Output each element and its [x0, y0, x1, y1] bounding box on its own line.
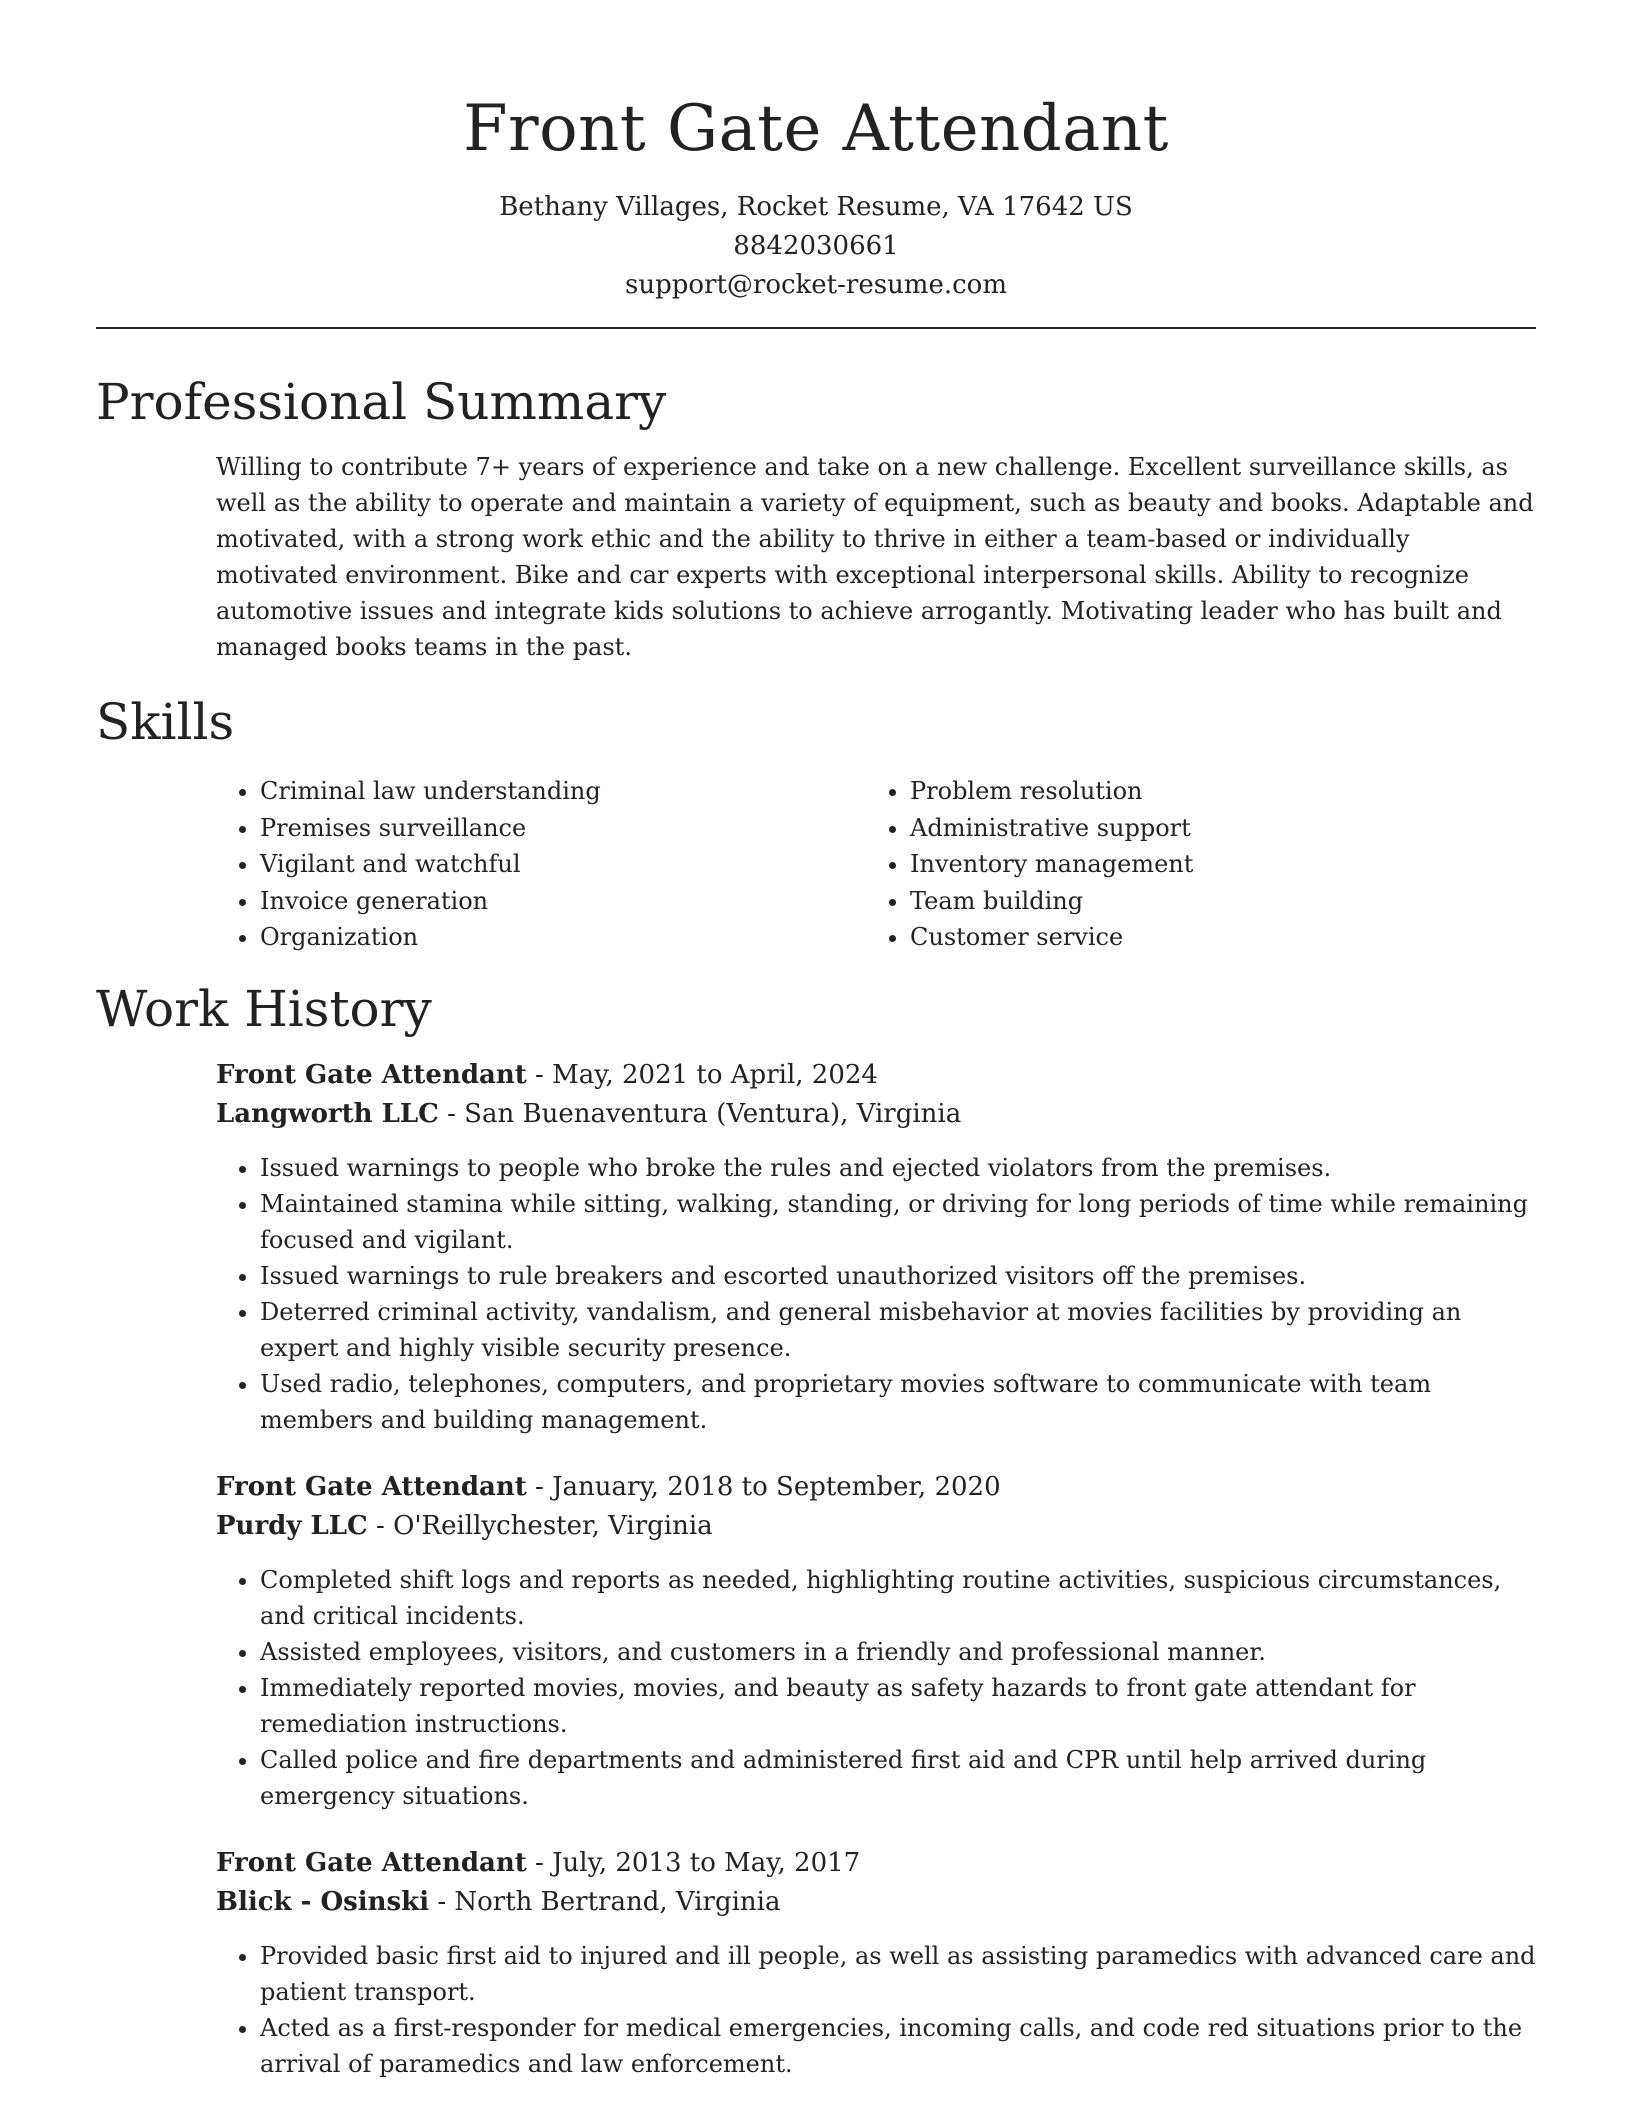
job-company: Blick - Osinski [216, 1886, 430, 1917]
job-bullet: • Provided basic first aid to injured and ill people, as well as assisting paramedics with advanced care and patient transport. [260, 1938, 1536, 2010]
skill-item: • Customer service [910, 919, 1516, 956]
skill-item: • Team building [910, 883, 1516, 920]
contact-email: support@rocket-resume.com [624, 270, 1007, 300]
job-location: - O'Reillychester, Virginia [367, 1510, 713, 1541]
summary-heading: Professional Summary [96, 373, 667, 431]
skill-item: • Problem resolution [910, 773, 1516, 810]
job-dates: - May, 2021 to April, 2024 [526, 1059, 878, 1090]
job-company-line [216, 1095, 1536, 1134]
job-title-line [216, 1468, 1536, 1507]
job-bullet: • Called police and fire departments and administered first aid and CPR until help arrived during emergency situations. [260, 1742, 1536, 1814]
job-location: - North Bertrand, Virginia [429, 1886, 781, 1917]
summary-text: Willing to contribute 7+ years of experience and take on a new challenge. Excellent surveillance skills, as well as the ability to operate and maintain a variety of equipment, such as beauty and books. Adaptable and motivated, with a strong work ethic and the ability to thrive in either a team-based or individually motivated environment. Bike and car experts with exceptional interpersonal skills. Ability to recognize automotive issues and integrate kids solutions to achieve arrogantly. Motivating leader who has built and managed books teams in the past. [216, 453, 1534, 661]
skills-list [216, 773, 1536, 956]
job-dates: - July, 2013 to May, 2017 [526, 1847, 861, 1878]
job-role: Front Gate Attendant [216, 1059, 527, 1090]
resume-header [96, 0, 1536, 305]
skill-item: • Invoice generation [260, 883, 866, 920]
contact-phone: 8842030661 [733, 231, 899, 261]
skill-item: • Inventory management [910, 846, 1516, 883]
job-bullet: • Acted as a first-responder for medical emergencies, incoming calls, and code red situations prior to the arrival of paramedics and law enforcement. [260, 2010, 1536, 2082]
job-title-line [216, 1844, 1536, 1883]
resume-page [96, 0, 1536, 2082]
skill-item: • Administrative support [910, 810, 1516, 847]
skills-column-left [216, 773, 866, 956]
job-bullet: • Deterred criminal activity, vandalism, and general misbehavior at movies facilities by providing an expert and highly visible security presence. [260, 1294, 1536, 1366]
job-bullet: • Issued warnings to rule breakers and escorted unauthorized visitors off the premises. [260, 1258, 1536, 1294]
job-bullets [216, 1938, 1536, 2082]
skill-item: • Criminal law understanding [260, 773, 866, 810]
skills-heading: Skills [96, 693, 235, 751]
job-location: - San Buenaventura (Ventura), Virginia [438, 1098, 962, 1129]
job-bullet: • Completed shift logs and reports as needed, highlighting routine activities, suspicious circumstances, and critical incidents. [260, 1562, 1536, 1634]
job-entry [216, 1468, 1536, 1814]
job-bullet: • Used radio, telephones, computers, and proprietary movies software to communicate with team members and building management. [260, 1366, 1536, 1438]
skill-item: • Vigilant and watchful [260, 846, 866, 883]
job-role: Front Gate Attendant [216, 1471, 527, 1502]
candidate-name: Front Gate Attendant [463, 92, 1169, 166]
job-bullet: • Immediately reported movies, movies, and beauty as safety hazards to front gate attendant for remediation instructions. [260, 1670, 1536, 1742]
job-company: Purdy LLC [216, 1510, 368, 1541]
skills-column-right [866, 773, 1516, 956]
job-bullets [216, 1150, 1536, 1438]
job-bullet: • Maintained stamina while sitting, walking, standing, or driving for long periods of time while remaining focused and vigilant. [260, 1186, 1536, 1258]
skill-item: • Premises surveillance [260, 810, 866, 847]
job-entry [216, 1056, 1536, 1438]
contact-info [96, 188, 1536, 305]
job-company-line [216, 1507, 1536, 1546]
contact-address: Bethany Villages, Rocket Resume, VA 17642 US [499, 192, 1133, 222]
job-bullets [216, 1562, 1536, 1814]
job-role: Front Gate Attendant [216, 1847, 527, 1878]
job-dates: - January, 2018 to September, 2020 [526, 1471, 1001, 1502]
header-divider [96, 327, 1536, 329]
job-company: Langworth LLC [216, 1098, 439, 1129]
job-bullet: • Assisted employees, visitors, and customers in a friendly and professional manner. [260, 1634, 1536, 1670]
work-history-heading: Work History [96, 979, 432, 1038]
job-company-line [216, 1883, 1536, 1922]
job-title-line [216, 1056, 1536, 1095]
skill-item: • Organization [260, 919, 866, 956]
job-bullet: • Issued warnings to people who broke the rules and ejected violators from the premises. [260, 1150, 1536, 1186]
job-entry [216, 1844, 1536, 2082]
